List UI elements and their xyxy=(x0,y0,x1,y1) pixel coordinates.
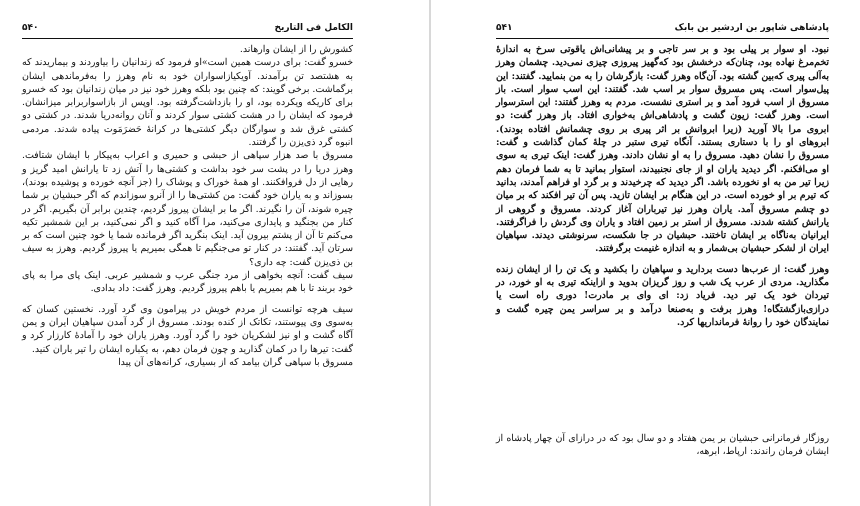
right-header-rule xyxy=(496,38,829,39)
left-paragraph-1: کشورش را از ایشان وارهاند. xyxy=(239,44,353,55)
left-paragraph-2: خسرو گفت: برای درست همین است»‌او فرمود که زندانیان را بیاوردند و بیماریدند که به هشتصد تن برآمدند. آویکیاز‌اسواران خود به نام وهرز را به‌فرماندهی ایشان برگماشت. برخی گویند: که چنین بود بلکه وهرز خود نیز در میان زندانیان بود که خسرو برای کاریکه ویکرده بود، او را بازداشت‌گرفته بود. اوپس از باز‌اسوار‌برابر میزانشان. فرمود که ایشان را در هشت کشتی سوار کردند و آنان روانه‌دریا شدند. در کشتی دو کشتی غرق شد و سوارگان دیگر کشتی‌ها در کرانهٔ حَضرَمَوت پیاده شدند. مردمی انبوه گرد ذی‌یزن را گرفتند. xyxy=(22,57,353,149)
right-page-body xyxy=(496,43,829,329)
right-running-title: پادشاهی شاپور بن اردشیر بن بابک xyxy=(674,23,829,33)
left-paragraph-6: مسروق با سپاهی گران بیامد که از بسیاری، کرانه‌های آن پیدا xyxy=(118,356,353,368)
left-paragraph-3: مسروق با صد هزار سپاهی از حبشی و حمیری و اعراب به‌پیکار با ایشان شتافت. وهرز دریا را در پشت سر خود بداشت و کشتی‌ها را آتش زد تا یارانش امید گریز و رهایی از دل فروافکنند. او همهٔ خوراک و پوشاک را (جز آنچه خورده و پوشیده بودند)، بسوزاند و به یاران خود گفت: من کشتی‌ها را از آنرو سوزاندم که اگر حبشیان بر شما چیره شوند، آن را نگیرند. اگر ما بر ایشان پیروز گردیم، چندین برابر آن بگیریم. اگر در کنار من بجنگید و پایداری می‌کنید، مرا آگاه کنید و اگر نمی‌کنید، بر این شمشیر تکیه می‌کنم تا آن از پشتم بیرون آید. اینک بنگرید اگر فرمانده شما یا خود چنین است که بر سرتان آید. گفتند: در کنار تو می‌جنگیم تا همگی بمیریم یا پیروز گردیم. وهرز به سیف بن ذی‌یزن گفت: چه داری؟ xyxy=(22,150,353,268)
left-header-rule xyxy=(22,38,353,39)
left-page-number: ۵۴۰ xyxy=(22,23,39,33)
left-page-header xyxy=(22,20,353,36)
left-paragraph-5: سیف هرچه توانست از مردم خویش در پیرامون وی گرد آورد. نخستین کسان که به‌سوی وی پیوستند، تکاتک از کنده بودند. مسروق از گرد آمدن سپاهیان ایران و یمن آگاه گشت و او نیز لشکریان خود را گرد آورد. وهرز یاران خود را آمادهٔ کارزار کرد و گفت: تیرها را در کمان گذارید و چون فرمان دهم، به یکباره ایشان را تیر باران کنید. xyxy=(22,303,353,355)
left-paragraph-4: سیف گفت: آنچه بخواهی از مرد جنگی عرب و شمشیر عربی. اینک پای مرا به پای خود بربند تا با هم بمیریم یا باهم پیروز گردیم. وهرز گفت: داد بدادی. xyxy=(22,270,353,295)
right-paragraph-1: نبود. او سوار بر پیلی بود و بر سر تاجی و بر پیشانی‌اش یاقوتی سرخ به اندازهٔ تخم‌مرغ نهاده بود، چنان‌که درخشش بود که‌گهیز پیروزی چیزی نمی‌دید. چشمان وهرز به‌آلی پیری که‌بین گشته بود. آن‌گاه وهرز گفت: بازگرشان را به من بنمایید. گفتند: این پیل‌سوار است. پس مسروق سوار بر اسب شد. گفتند: این اسب سوار است. باز مسروق از اسب فرود آمد و بر استری نشست. مردم به وهرز گفتند: این استرسوار است. وهرز گفت: زیون گشت و پادشاهی‌اش به‌خواری افتاد. باز وهرز گفت: دو ابروی مرا بالا آورید (زیرا ابروانش بر اثر پیری بر روی چشمانش افتاده بودند). ابروهای او را با دستاری بستند. آنگاه تیری ستبر در چلهٔ کمان گذاشت و گفت: مسروق را نشان دهید. مسروق را به او نشان دادند. وهرز گفت: اینک تیری به سوی او می‌افکنم. اگر دیدید یاران او از جای نجنبیدند، استوار بمانید تا به شما فرمان دهم زیرا تیر من به او نخورده باشد. اگر دیدید که چرخیدند و بر گرد او فراهم آمدند، بدانید که تیرم بر او خورده است. در این هنگام بر ایشان تازید. پس آن تیر افکند که بر میان دو چشم مسروق آمد. یاران وهرز نیز تیرباران آغاز کردند. مسروق و گروهی از یارانش کشته شدند. مسروق از استر بر زمین افتاد و یاران وی گردش را فراگرفتند. ایرانیان به‌ناگاه بر ایشان تاختند. حبشیان در جا شکست، سرنوشتی دیدند. سپاهیان ایران از لشکر حبشیان بی‌شمار و به اندازه غنیمت برگرفتند. xyxy=(496,44,829,255)
left-page xyxy=(0,0,429,506)
left-page-body xyxy=(22,43,353,369)
right-paragraph-2: وهرز گفت: از عرب‌ها دست بردارید و سپاهیان را بکشید و یک تن را از ایشان زنده مگذارید. مردی از عرب یک شب و روز گریزان بدوید و ازاینکه تیری به او خورد، در تیردان خود یک تیر دید. فریاد زد: ای وای بر مادرت! دوری راه است یا درازی‌بازگشتگاه! وهرز برفت و به‌صنعا درآمد و بر سراسر یمن چیره گشت و نمایندگان خود را روانهٔ فرمانداریها کرد. xyxy=(496,263,829,328)
right-page-number: ۵۴۱ xyxy=(496,23,513,33)
right-page-closing xyxy=(496,432,829,459)
right-page-header xyxy=(496,20,829,36)
right-paragraph-3: روزگار فرمانرانی حبشیان بر یمن هفتاد و دو سال بود که در درازای آن چهار پادشاه از ایشان فرمان راندند: ارپاط، ابرهه، xyxy=(496,433,829,458)
left-running-title: الکامل فی التاریخ xyxy=(274,23,353,33)
right-page xyxy=(431,0,860,506)
